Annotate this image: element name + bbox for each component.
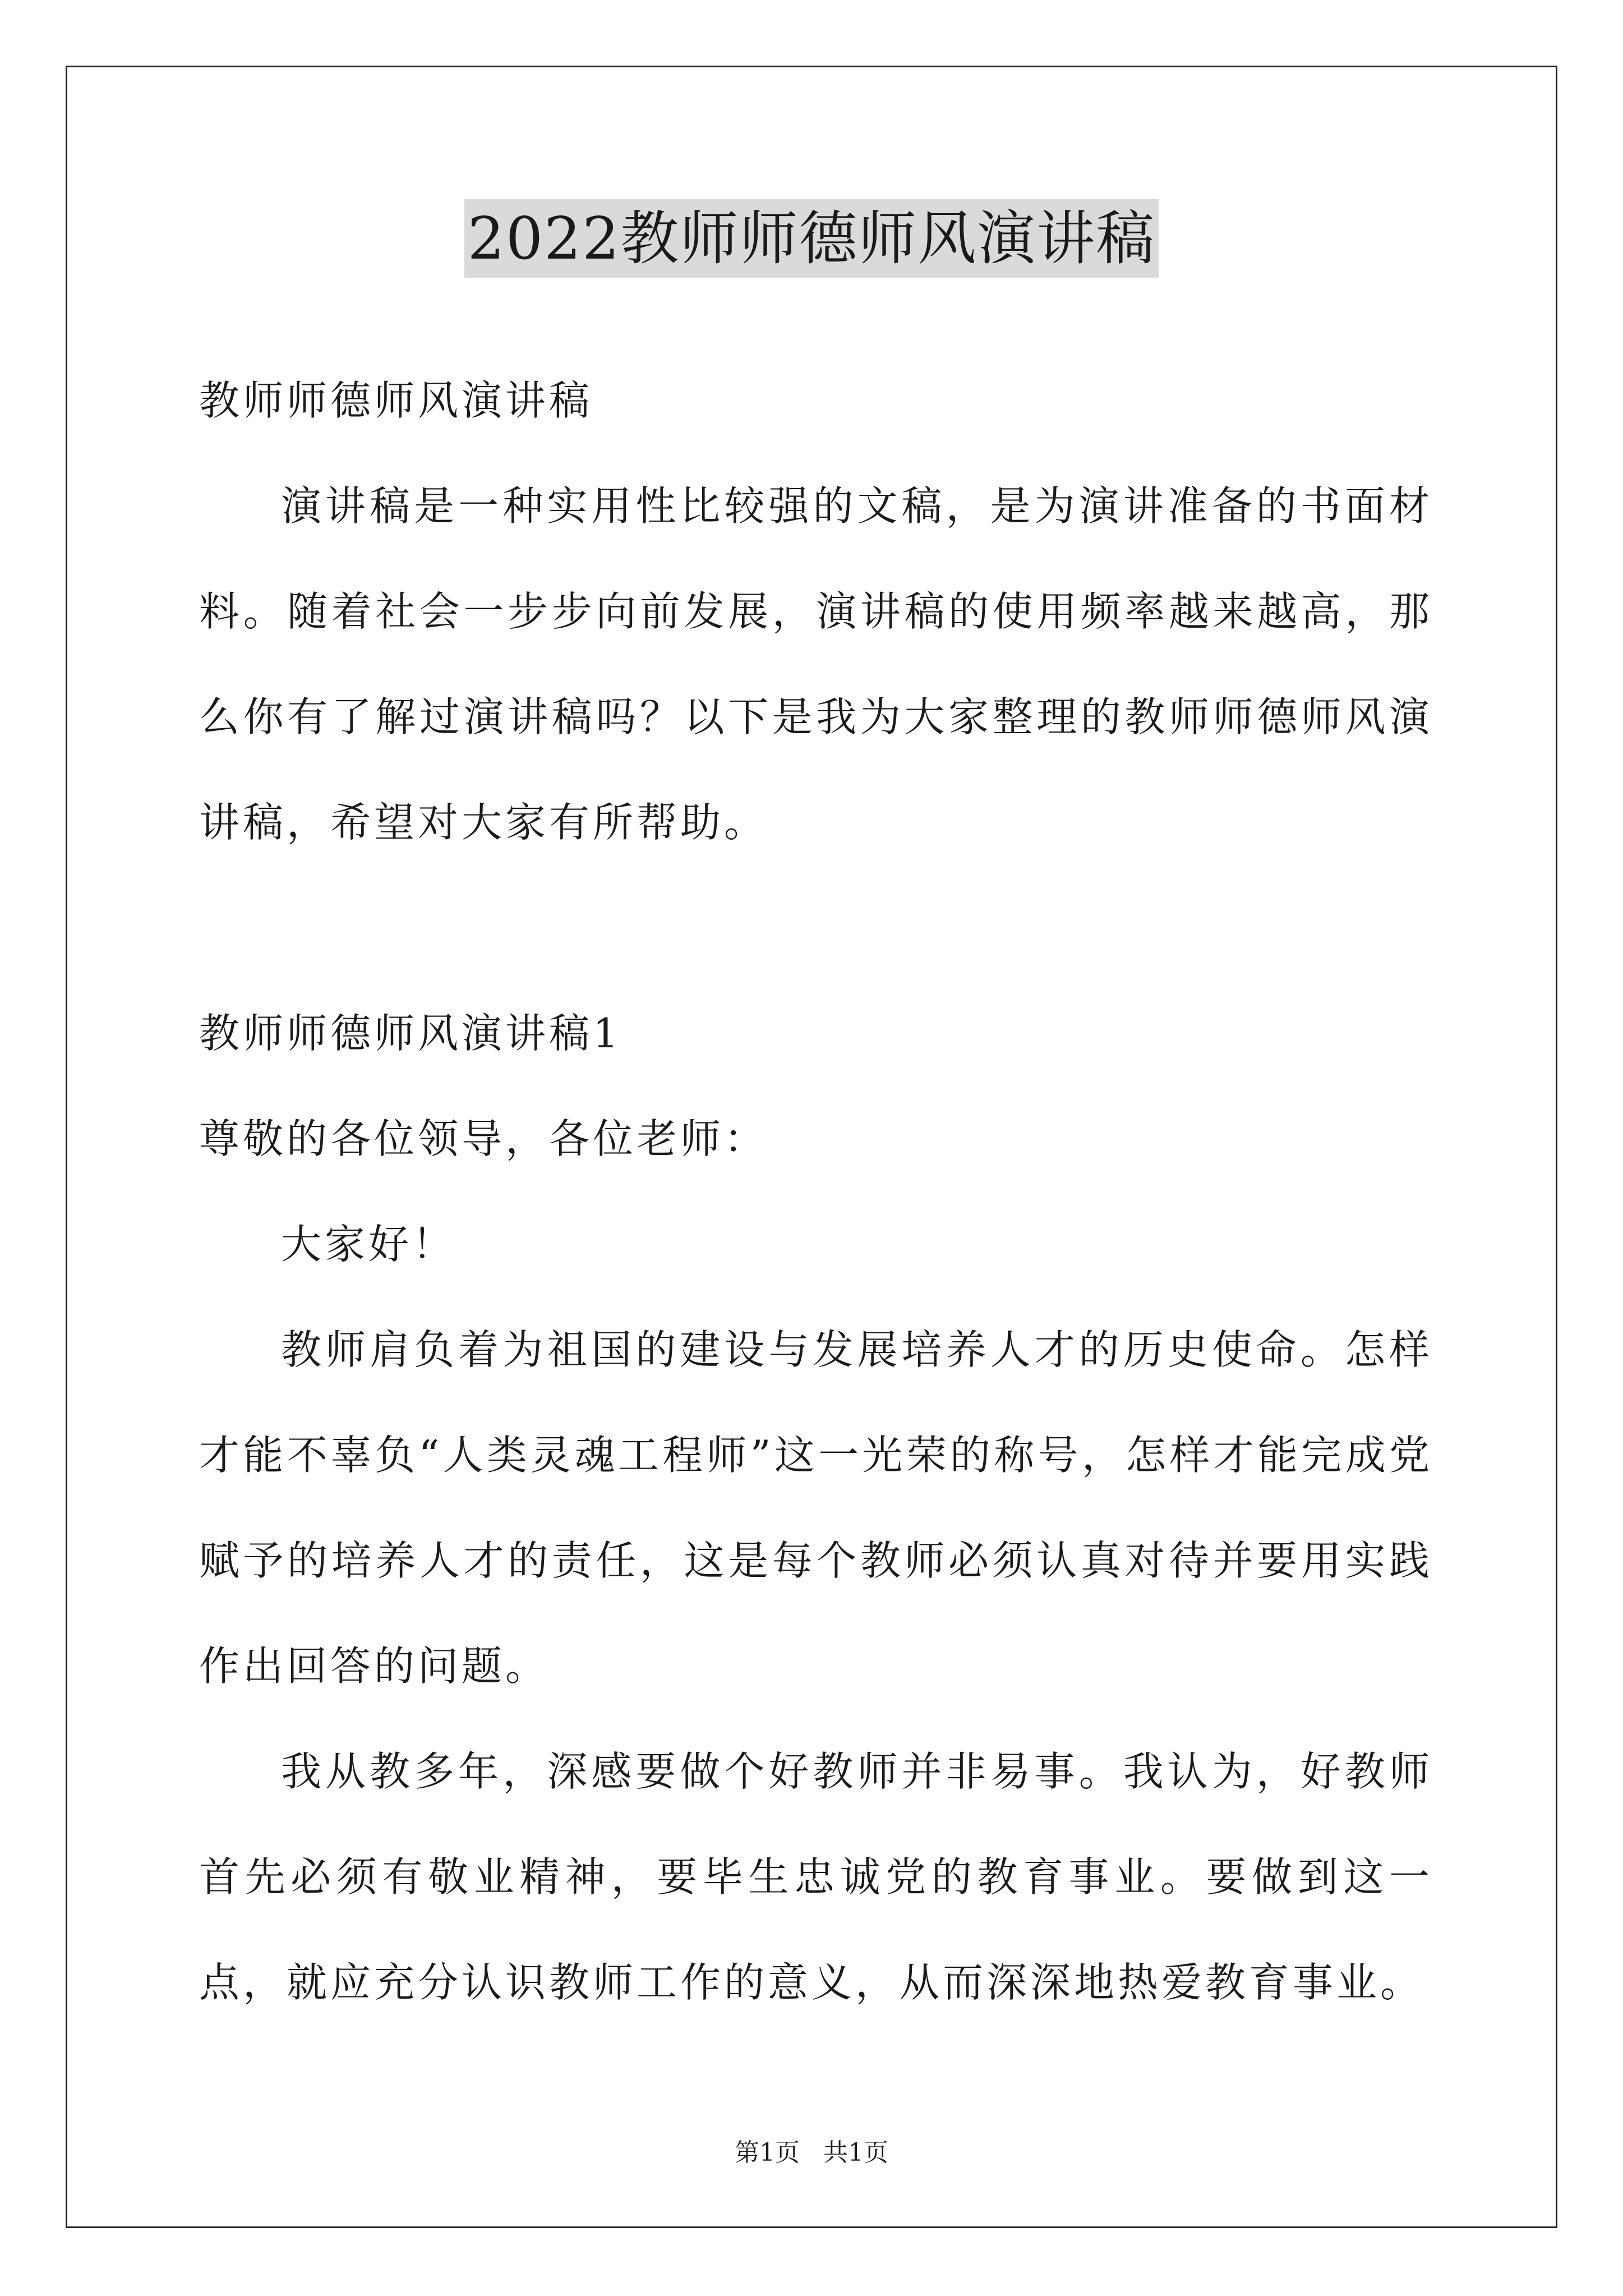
page-footer: 第1页 共1页 — [735, 2138, 888, 2167]
title-container — [0, 199, 1623, 278]
document-body — [199, 348, 1433, 2035]
speech-heading: 教师师德师风演讲稿1 — [199, 1010, 622, 1057]
section-heading: 教师师德师风演讲稿 — [199, 377, 593, 424]
paragraph-gap — [199, 875, 1433, 981]
body-paragraph: 我从教多年，深感要做个好教师并非易事。我认为，好教师首先必须有敬业精神，要毕生忠诚党的教育事业。要做到这一点，就应充分认识教师工作的意义，从而深深地热爱教育事业。 — [199, 1748, 1433, 2006]
intro-paragraph: 演讲稿是一种实用性比较强的文稿，是为演讲准备的书面材料。随着社会一步步向前发展，演讲稿的使用频率越来越高，那么你有了解过演讲稿吗？以下是我为大家整理的教师师德师风演讲稿，希望对大家有所帮助。 — [199, 482, 1433, 846]
document-title: 2022教师师德师风演讲稿 — [464, 199, 1159, 278]
greeting: 大家好！ — [281, 1221, 457, 1268]
body-paragraph: 教师肩负着为祖国的建设与发展培养人才的历史使命。怎样才能不辜负“人类灵魂工程师”这一光荣的称号，怎样才能完成党赋予的培养人才的责任，这是每个教师必须认真对待并要用实践作出回答的问题。 — [199, 1326, 1433, 1690]
salutation: 尊敬的各位领导，各位老师： — [199, 1115, 768, 1162]
